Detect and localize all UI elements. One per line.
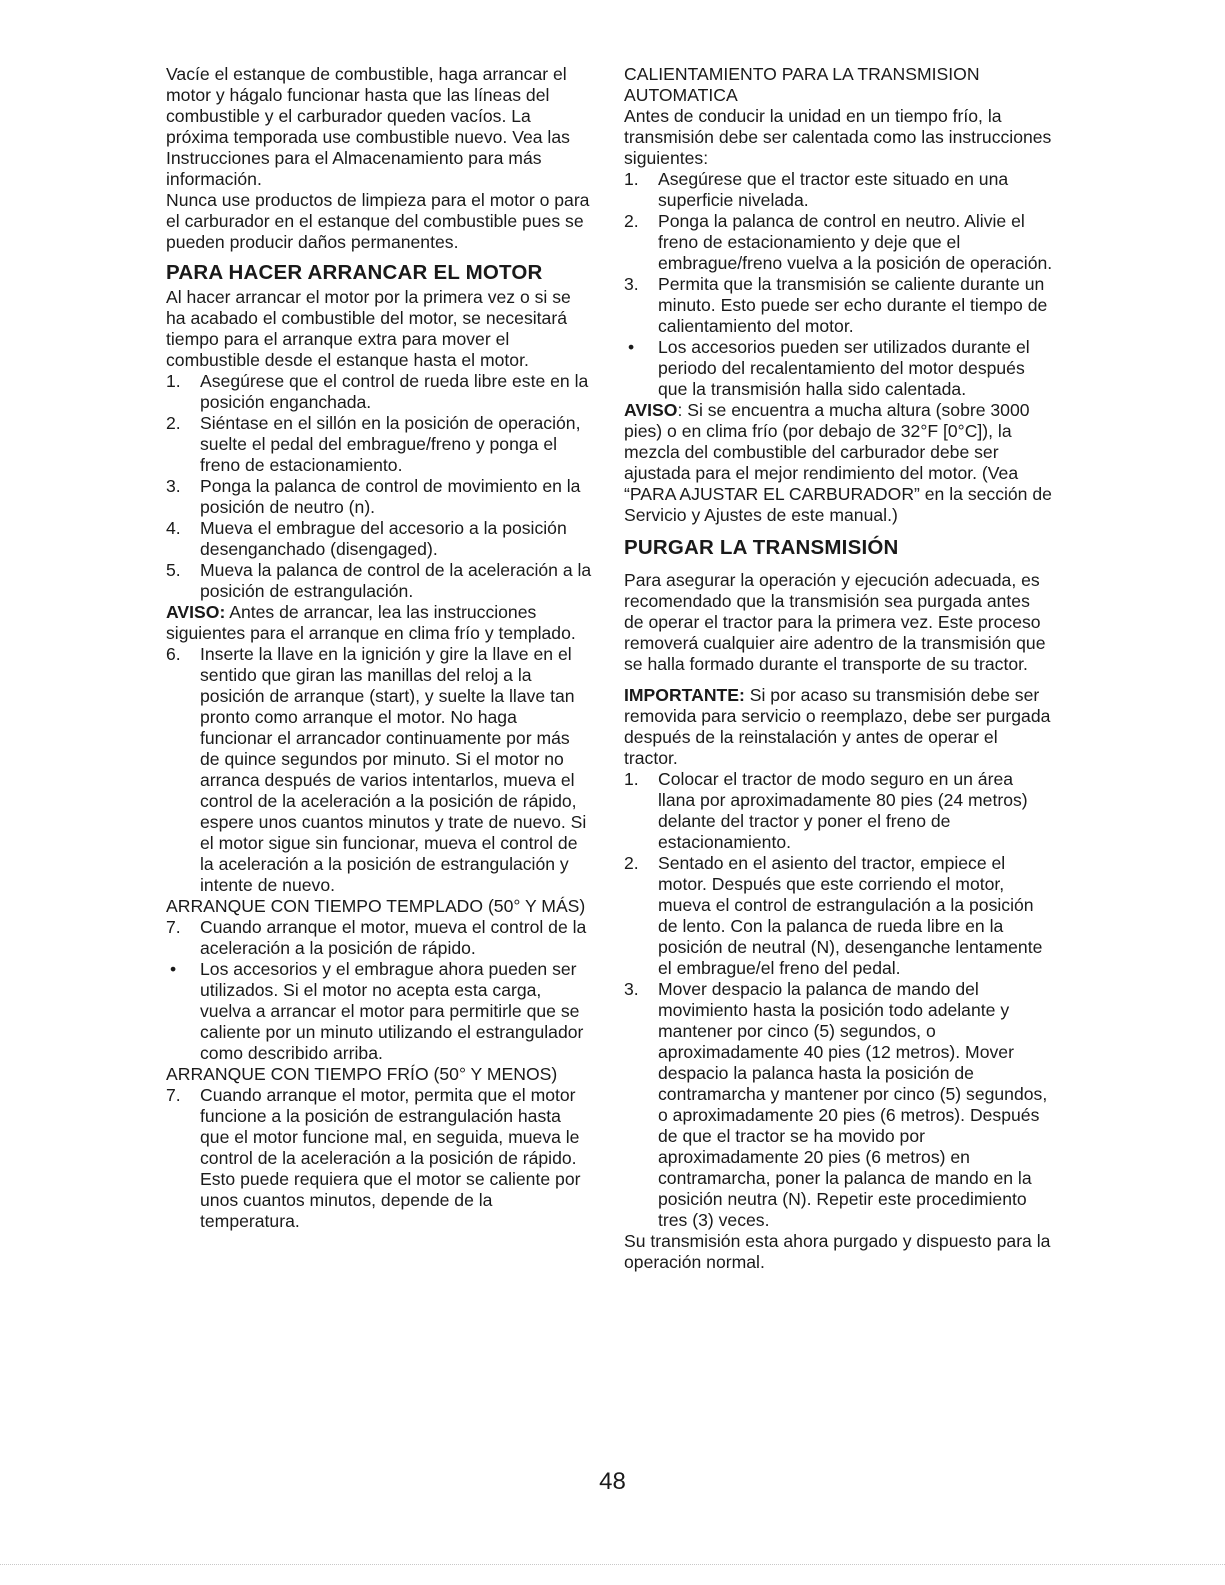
- list-text: Siéntase en el sillón en la posición de operación, suelte el pedal del embrague/freno y ponga el freno de estacionamiento.: [200, 413, 581, 475]
- transmission-warmup-paragraph: Antes de conducir la unidad en un tiempo frío, la transmisión debe ser calentada como las instrucciones siguientes:: [624, 106, 1052, 168]
- list-text: Los accesorios pueden ser utilizados durante el periodo del recalentamiento del motor después que la transmisión halla sido calentada.: [658, 337, 1030, 399]
- aviso-label: AVISO: [624, 400, 678, 420]
- cold-weather-heading: ARRANQUE CON TIEMPO FRÍO (50° Y MENOS): [166, 1064, 558, 1084]
- list-item: [624, 769, 1054, 853]
- warm-weather-heading: ARRANQUE CON TIEMPO TEMPLADO (50° Y MÁS): [166, 896, 586, 916]
- list-number: 7.: [166, 917, 181, 937]
- transmission-warmup-heading: CALIENTAMIENTO PARA LA TRANSMISION AUTOMATICA: [624, 64, 980, 105]
- aviso-label: AVISO:: [166, 602, 226, 622]
- closing-paragraph: Su transmisión esta ahora purgado y dispuesto para la operación normal.: [624, 1231, 1051, 1272]
- aviso-notice: [624, 400, 1054, 526]
- list-text: Asegúrese que el control de rueda libre este en la posición enganchada.: [200, 371, 589, 412]
- list-item: [624, 979, 1054, 1231]
- list-text: Cuando arranque el motor, permita que el motor funcione a la posición de estrangulación hasta que el motor funcione mal, en seguida, mueva le control de la aceleración a la posición de rápido. Esto puede requiera que el motor se caliente por unos cuantos minutos, depende de la temperatura.: [200, 1085, 581, 1231]
- bullet-icon: •: [170, 959, 177, 979]
- list-item: [166, 476, 594, 518]
- left-column: [166, 64, 594, 1232]
- list-item: [166, 413, 594, 476]
- purge-steps-list: [624, 769, 1054, 1231]
- list-text: Ponga la palanca de control de movimiento en la posición de neutro (n).: [200, 476, 581, 517]
- list-text: Los accesorios y el embrague ahora pueden ser utilizados. Si el motor no acepta esta carga, vuelva a arrancar el motor para permitirle que se caliente por un minuto utilizando el estrangulador como describido arriba.: [200, 959, 584, 1063]
- list-number: 2.: [624, 211, 639, 231]
- list-text: Sentado en el asiento del tractor, empiece el motor. Después que este corriendo el motor, mueva el control de estrangulación a la posición de lento. Con la palanca de rueda libre en la posición de neutral (N), desenganche lentamente el embrague/el freno del pedal.: [658, 853, 1043, 978]
- list-number: 3.: [624, 274, 639, 294]
- list-item: [166, 644, 594, 896]
- list-number: 3.: [624, 979, 639, 999]
- list-number: 3.: [166, 476, 181, 496]
- list-number: 7.: [166, 1085, 181, 1105]
- list-number: 2.: [166, 413, 181, 433]
- list-text: Ponga la palanca de control en neutro. Alivie el freno de estacionamiento y deje que el embrague/freno vuelva a la posición de operación.: [658, 211, 1053, 273]
- list-item: [166, 560, 594, 602]
- start-engine-paragraph: Al hacer arrancar el motor por la primera vez o si se ha acabado el combustible del motor, se necesitará tiempo para el arranque extra para mover el combustible desde el estanque hasta el motor.: [166, 287, 571, 370]
- list-item: [166, 1085, 594, 1232]
- list-item: [624, 169, 1054, 211]
- section-heading-purge-transmission: PURGAR LA TRANSMISIÓN: [624, 536, 899, 559]
- list-item: [166, 371, 594, 413]
- list-item: [624, 337, 1054, 400]
- list-text: Inserte la llave en la ignición y gire la llave en el sentido que giran las manillas del reloj a la posición de arranque (start), y suelte la llave tan pronto como arranque el motor. No haga funcionar el arrancador continuamente por más de quince segundos por minuto. Si el motor no arranca después de varios intentarlos, mueva el control de la aceleración a la posición de rápido, espere unos cuantos minutos y trate de nuevo. Si el motor sigue sin funcionar, mueva el control de la aceleración a la posición de estrangulación y intente de nuevo.: [200, 644, 587, 895]
- list-item: [166, 518, 594, 560]
- list-item: [624, 274, 1054, 337]
- intro-paragraph-2: Nunca use productos de limpieza para el motor o para el carburador en el estanque del combustible pues se pueden producir daños permanentes.: [166, 190, 590, 252]
- list-number: 6.: [166, 644, 181, 664]
- list-item: [624, 211, 1054, 274]
- start-steps-list: [166, 371, 594, 602]
- list-item: [624, 853, 1054, 979]
- list-number: 2.: [624, 853, 639, 873]
- list-number: 1.: [166, 371, 181, 391]
- list-text: Mover despacio la palanca de mando del movimiento hasta la posición todo adelante y mantener por cinco (5) segundos, o aproximadamente 40 pies (12 metros). Mover despacio la palanca hasta la posición de contramarcha y mantener por cinco (5) segundos, o aproximadamente 20 pies (6 metros). Después de que el tractor se ha movido por aproximadamente 20 pies (6 metros) en contramarcha, poner la palanca de mando en la posición neutra (N). Repetir este procedimiento tres (3) veces.: [658, 979, 1048, 1230]
- aviso-text: Antes de arrancar, lea las instrucciones siguientes para el arranque en clima frío y templado.: [166, 602, 576, 643]
- warmup-steps-list: [624, 169, 1054, 400]
- section-heading-start-engine: PARA HACER ARRANCAR EL MOTOR: [166, 261, 543, 284]
- aviso-notice: [166, 602, 594, 644]
- list-item: [166, 959, 594, 1064]
- important-text: Si por acaso su transmisión debe ser removida para servicio o reemplazo, debe ser purgada después de la reinstalación y antes de operar el tractor.: [624, 685, 1051, 768]
- list-number: 4.: [166, 518, 181, 538]
- page-number: 48: [599, 1468, 626, 1495]
- list-text: Cuando arranque el motor, mueva el control de la aceleración a la posición de rápido.: [200, 917, 587, 958]
- purge-paragraph: Para asegurar la operación y ejecución adecuada, es recomendado que la transmisión sea purgada antes de operar el tractor para la primera vez. Este proceso removerá cualquier aire adentro de la transmisión que se halla formado durante el transporte de su tractor.: [624, 570, 1046, 674]
- list-text: Mueva el embrague del accesorio a la posición desenganchado (disengaged).: [200, 518, 567, 559]
- list-item: [166, 917, 594, 959]
- list-text: Asegúrese que el tractor este situado en una superficie nivelada.: [658, 169, 1009, 210]
- list-number: 1.: [624, 769, 639, 789]
- right-column: [624, 64, 1054, 1273]
- list-text: Mueva la palanca de control de la aceleración a la posición de estrangulación.: [200, 560, 592, 601]
- list-text: Permita que la transmisión se caliente durante un minuto. Esto puede ser echo durante el tiempo de calientamiento del motor.: [658, 274, 1048, 336]
- list-text: Colocar el tractor de modo seguro en un área llana por aproximadamente 80 pies (24 metros) delante del tractor y poner el freno de estacionamiento.: [658, 769, 1028, 852]
- intro-paragraph-1: Vacíe el estanque de combustible, haga arrancar el motor y hágalo funcionar hasta que las líneas del combustible y el carburador queden vacíos. La próxima temporada use combustible nuevo. Vea las Instrucciones para el Almacenamiento para más información.: [166, 64, 570, 189]
- bullet-icon: •: [628, 337, 635, 357]
- aviso-text: : Si se encuentra a mucha altura (sobre 3000 pies) o en clima frío (por debajo de 32°F [0°C]), la mezcla del combustible del carburador debe ser ajustada para el mejor rendimiento del motor. (Vea “PARA AJUSTAR EL CARBURADOR” en la sección de Servicio y Ajustes de este manual.): [624, 400, 1052, 525]
- list-number: 5.: [166, 560, 181, 580]
- important-label: IMPORTANTE:: [624, 685, 745, 705]
- page-bottom-divider: [0, 1564, 1225, 1565]
- list-number: 1.: [624, 169, 639, 189]
- important-notice: [624, 685, 1054, 769]
